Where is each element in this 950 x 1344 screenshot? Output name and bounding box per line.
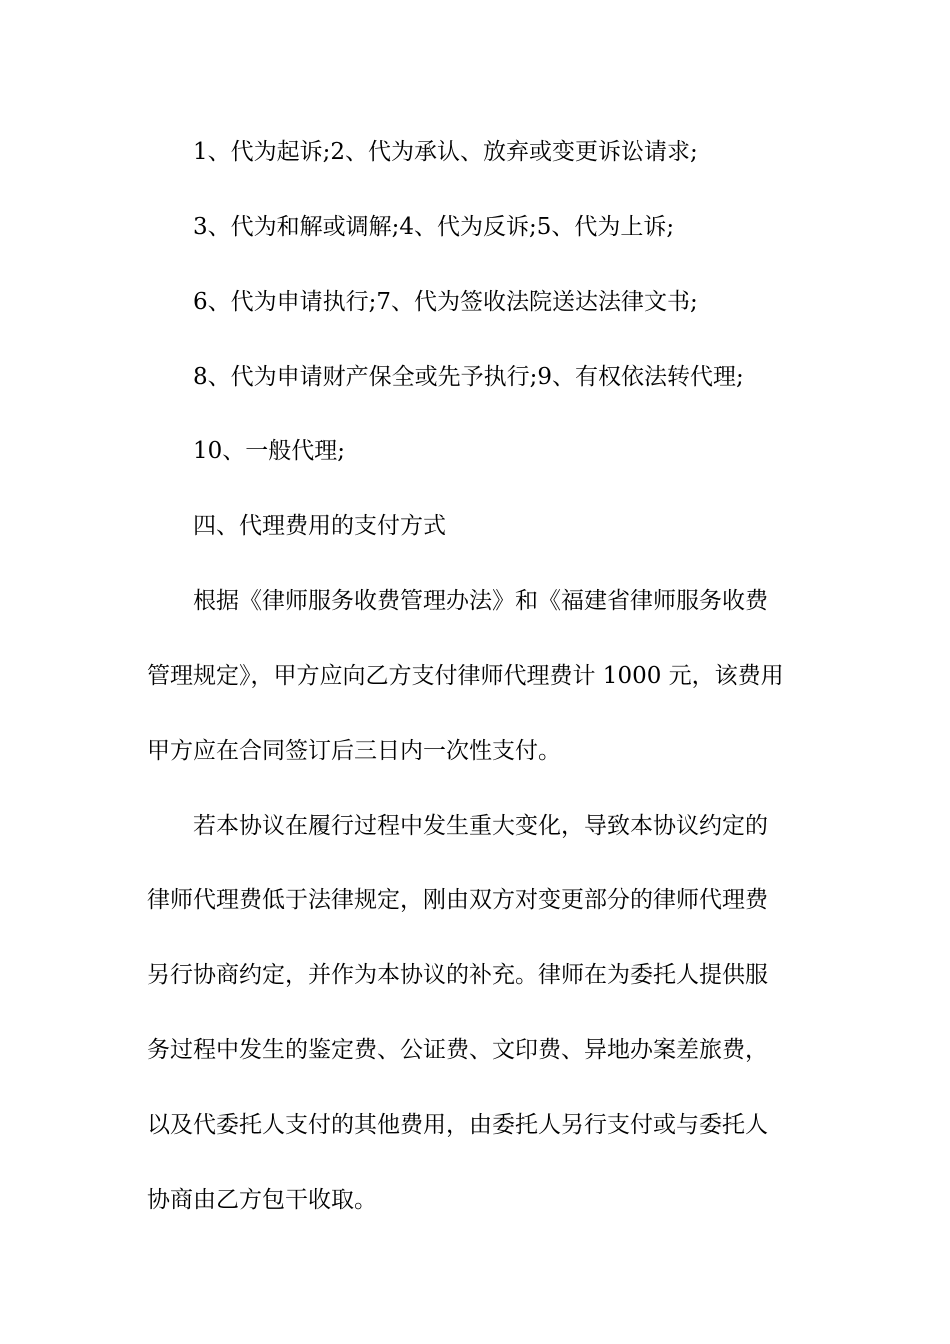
paragraph-line: 若本协议在履行过程中发生重大变化，导致本协议约定的 (193, 813, 768, 839)
list-item: 10、一般代理; (193, 438, 346, 464)
paragraph-line: 务过程中发生的鉴定费、公证费、文印费、异地办案差旅费， (147, 1037, 768, 1063)
paragraph-line: 管理规定》，甲方应向乙方支付律师代理费计 1000 元，该费用 (147, 663, 784, 689)
paragraph-line: 以及代委托人支付的其他费用，由委托人另行支付或与委托人 (147, 1112, 768, 1138)
paragraph-line: 另行协商约定，并作为本协议的补充。律师在为委托人提供服 (147, 962, 768, 988)
paragraph-line: 律师代理费低于法律规定，刚由双方对变更部分的律师代理费 (147, 887, 768, 913)
list-item: 3、代为和解或调解;4、代为反诉;5、代为上诉; (193, 214, 675, 240)
paragraph-line: 根据《律师服务收费管理办法》和《福建省律师服务收费 (193, 588, 768, 614)
paragraph-line: 协商由乙方包干收取。 (147, 1187, 377, 1213)
section-heading: 四、代理费用的支付方式 (193, 513, 446, 539)
list-item: 1、代为起诉;2、代为承认、放弃或变更诉讼请求; (193, 139, 698, 165)
paragraph-line: 甲方应在合同签订后三日内一次性支付。 (147, 738, 561, 764)
list-item: 6、代为申请执行;7、代为签收法院送达法律文书; (193, 289, 698, 315)
list-item: 8、代为申请财产保全或先予执行;9、有权依法转代理; (193, 364, 744, 390)
